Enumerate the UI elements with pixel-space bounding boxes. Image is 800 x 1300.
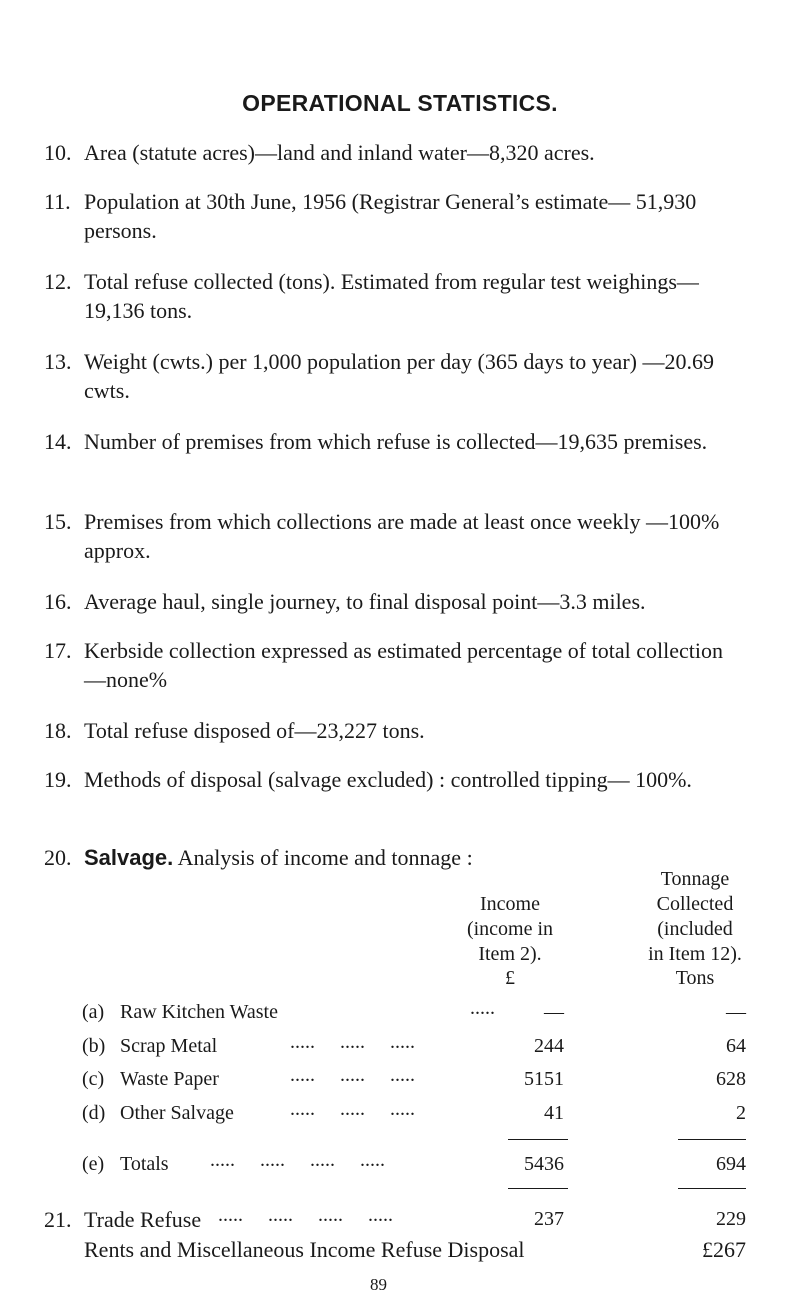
item-text: Area (statute acres)—land and inland water—8,320 acres. [84,140,595,165]
row-tons: 2 [736,1102,746,1124]
row-leader-dots: ..... ..... ..... [290,1064,415,1086]
item-text: Kerbside collection expressed as estimated percentage of total collection—none% [84,638,723,692]
row-leader-dots: ..... ..... ..... ..... [210,1149,385,1171]
item-text: Methods of disposal (salvage excluded) : controlled tipping— 100%. [84,767,692,792]
row-income: 244 [534,1035,564,1057]
income-column-header [440,892,580,967]
item-14 [44,427,744,456]
item-number: 19. [44,767,72,792]
row-leader-dots: ..... ..... ..... ..... [218,1204,393,1226]
row-tons: — [726,1001,746,1023]
item-text: Number of premises from which refuse is collected—19,635 premises. [84,429,708,454]
item-number: 10. [44,140,72,165]
row-leader-dots: ..... ..... ..... [290,1098,415,1120]
item-15 [44,507,744,565]
item-number: 12. [44,269,72,294]
row-name: Totals [120,1153,169,1175]
tonnage-header-line: in Item 12). [648,943,742,965]
total-rule-bottom-income [508,1188,568,1189]
row-tons: 64 [726,1035,746,1057]
item-13 [44,347,744,405]
item-12 [44,267,744,325]
item-text: Average haul, single journey, to final disposal point—3.3 miles. [84,589,646,614]
salvage-heading: Salvage. [84,845,174,870]
tonnage-header-line: Tonnage [660,868,730,890]
row-label: (d) [82,1102,106,1124]
tonnage-unit: Tons [675,967,715,989]
income-header-line: Item 2). [478,943,542,965]
item-11 [44,187,744,245]
trade-refuse-income: 237 [534,1208,564,1230]
item-number: 14. [44,429,72,454]
total-rule-bottom-tons [678,1188,746,1189]
item-16 [44,587,744,616]
income-header-line: Income [480,893,540,915]
item-text: Premises from which collections are made at least once weekly —100% approx. [84,509,720,563]
row-name: Other Salvage [120,1102,234,1124]
row-tons: 694 [716,1153,746,1175]
row-income: 5436 [524,1153,564,1175]
item-10 [44,138,744,167]
row-label: (b) [82,1035,106,1057]
item-text: Weight (cwts.) per 1,000 population per day (365 days to year) —20.69 cwts. [84,349,714,403]
row-income: 5151 [524,1068,564,1090]
item-number: 21. [44,1207,72,1232]
salvage-intro: Analysis of income and tonnage : [177,845,473,870]
item-text: Total refuse disposed of—23,227 tons. [84,718,425,743]
item-17 [44,636,744,694]
row-income: 41 [544,1102,564,1124]
row-income: — [544,1001,564,1023]
row-name: Raw Kitchen Waste [120,1001,278,1023]
total-rule-top-income [508,1139,568,1140]
row-label: (a) [82,1001,105,1023]
tonnage-header-line: (included [657,918,733,940]
row-label: (e) [82,1153,105,1175]
income-unit: £ [505,967,515,989]
rents-value: £267 [702,1237,746,1262]
page-number: 89 [370,1275,387,1294]
item-number: 16. [44,589,72,614]
page-title: OPERATIONAL STATISTICS. [242,90,558,116]
trade-refuse-label: Trade Refuse [84,1207,202,1232]
row-leader-dots: ..... [470,997,495,1019]
item-number: 18. [44,718,72,743]
row-name: Scrap Metal [120,1035,218,1057]
item-text: Total refuse collected (tons). Estimated from regular test weighings—19,136 tons. [84,269,699,323]
item-18 [44,716,744,745]
item-number: 13. [44,349,72,374]
row-name: Waste Paper [120,1068,219,1090]
row-leader-dots: ..... ..... ..... [290,1031,415,1053]
row-label: (c) [82,1068,105,1090]
rents-label: Rents and Miscellaneous Income Refuse Disposal [84,1237,525,1262]
item-number: 20. [44,845,72,870]
item-number: 17. [44,638,72,663]
trade-refuse-tons: 229 [716,1208,746,1230]
tonnage-header-line: Collected [656,893,734,915]
row-tons: 628 [716,1068,746,1090]
item-text: Population at 30th June, 1956 (Registrar General’s estimate— 51,930 persons. [84,189,697,243]
tonnage-column-header [620,867,770,967]
item-number: 11. [44,189,71,214]
item-number: 15. [44,509,72,534]
item-19 [44,765,744,794]
total-rule-top-tons [678,1139,746,1140]
income-header-line: (income in [466,918,554,940]
